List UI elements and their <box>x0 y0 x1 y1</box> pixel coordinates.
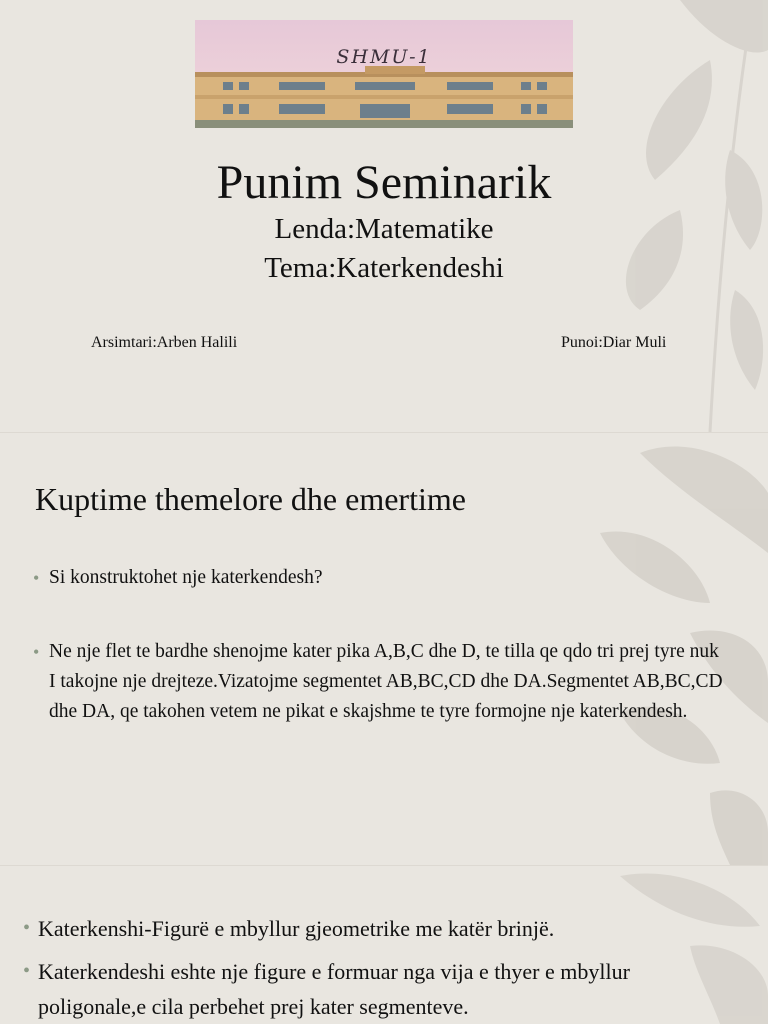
bullet-text: Katerkenshi-Figurë e mbyllur gjeometrike me katër brinjë. <box>38 916 555 941</box>
bullet-item <box>23 954 718 1024</box>
title-slide <box>0 0 768 432</box>
bullet-item <box>33 637 729 727</box>
teacher-credit: Arsimtari:Arben Halili <box>91 334 238 351</box>
bullet-item <box>23 911 718 946</box>
bullet-text: Katerkendeshi eshte nje figure e formuar nga vija e thyer e mbyllur poligonale,e cila perbehet prej kater segmenteve. <box>38 959 630 1019</box>
slide-heading: Kuptime themelore dhe emertime <box>35 481 466 517</box>
author-credit: Punoi:Diar Muli <box>561 334 667 351</box>
topic-line: Tema:Katerkendeshi <box>264 252 504 284</box>
school-banner-image <box>195 20 573 128</box>
presentation-title: Punim Seminarik <box>216 156 552 209</box>
subject-line: Lenda:Matematike <box>274 213 494 245</box>
bullet-dot-icon: • <box>23 917 31 939</box>
banner-caption: SHMU-1 <box>336 46 432 68</box>
bullet-dot-icon: • <box>33 568 40 588</box>
bullet-dot-icon: • <box>23 960 31 982</box>
bullet-dot-icon: • <box>33 642 40 662</box>
bullet-item <box>33 563 729 593</box>
bullet-text: Si konstruktohet nje katerkendesh? <box>49 567 323 588</box>
bullet-text: Ne nje flet te bardhe shenojme kater pika A,B,C dhe D, te tilla qe qdo tri prej tyre nuk I takojne nje drejteze.Vizatojme segmentet AB,BC,CD dhe DA.Segmentet AB,BC,CD dhe DA, qe takohen vetem ne pikat e skajshme te tyre formojne nje katerkendesh. <box>49 641 723 722</box>
school-building-illustration <box>195 20 573 128</box>
